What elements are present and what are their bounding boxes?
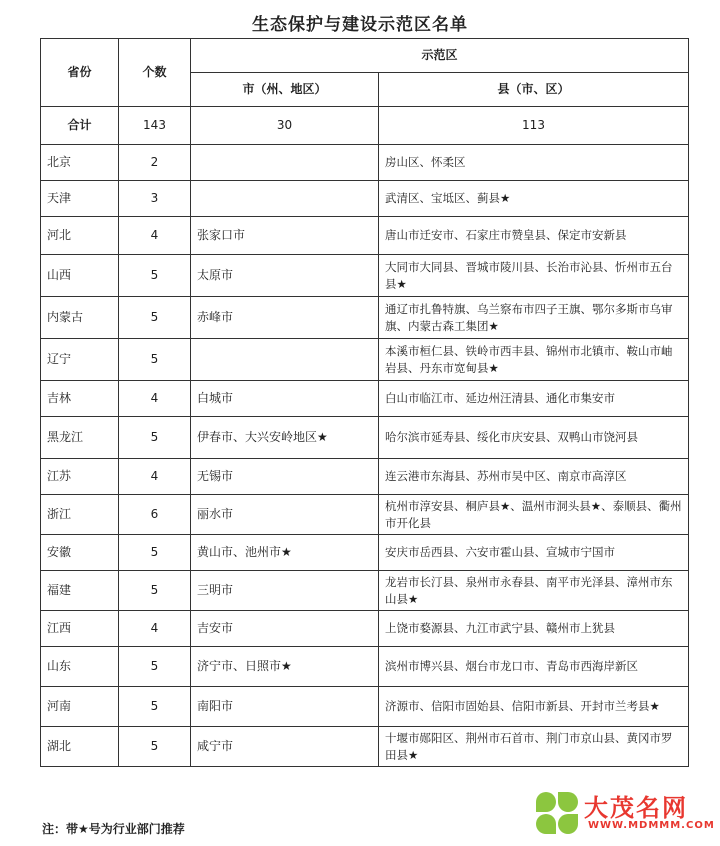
city-column-header: 市（州、地区）: [191, 73, 379, 107]
county-cell: 本溪市桓仁县、铁岭市西丰县、锦州市北镇市、鞍山市岫岩县、丹东市宽甸县★: [379, 339, 689, 381]
table-row: [41, 611, 689, 647]
county-cell: 大同市大同县、晋城市陵川县、长治市沁县、忻州市五台县★: [379, 255, 689, 297]
province-cell: 福建: [41, 571, 119, 611]
count-cell: 5: [119, 535, 191, 571]
city-cell: 伊春市、大兴安岭地区★: [191, 417, 379, 459]
county-cell: 武清区、宝坻区、蓟县★: [379, 181, 689, 217]
county-cell: 安庆市岳西县、六安市霍山县、宣城市宁国市: [379, 535, 689, 571]
count-cell: 3: [119, 181, 191, 217]
city-cell: [191, 145, 379, 181]
province-cell: 安徽: [41, 535, 119, 571]
count-cell: 5: [119, 297, 191, 339]
count-header: 个数: [119, 39, 191, 107]
county-cell: 房山区、怀柔区: [379, 145, 689, 181]
city-cell: 咸宁市: [191, 727, 379, 767]
county-cell: 滨州市博兴县、烟台市龙口市、青岛市西海岸新区: [379, 647, 689, 687]
watermark-url: WWW.MDMMM.COM: [588, 820, 715, 831]
county-cell: 唐山市迁安市、石家庄市赞皇县、保定市安新县: [379, 217, 689, 255]
count-cell: 5: [119, 687, 191, 727]
city-cell: [191, 181, 379, 217]
city-cell: [191, 339, 379, 381]
footnote: 注：带★号为行业部门推荐: [42, 822, 185, 836]
city-cell: 张家口市: [191, 217, 379, 255]
table-row: [41, 687, 689, 727]
province-cell: 江苏: [41, 459, 119, 495]
count-cell: 5: [119, 417, 191, 459]
county-column-header: 县（市、区）: [379, 73, 689, 107]
table-row: [41, 145, 689, 181]
county-cell: 龙岩市长汀县、泉州市永春县、南平市光泽县、漳州市东山县★: [379, 571, 689, 611]
province-cell: 北京: [41, 145, 119, 181]
county-cell: 上饶市婺源县、九江市武宁县、赣州市上犹县: [379, 611, 689, 647]
count-cell: 4: [119, 611, 191, 647]
county-cell: 十堰市郧阳区、荆州市石首市、荆门市京山县、黄冈市罗田县★: [379, 727, 689, 767]
county-cell: 哈尔滨市延寿县、绥化市庆安县、双鸭山市饶河县: [379, 417, 689, 459]
city-cell: 无锡市: [191, 459, 379, 495]
clover-icon: [536, 792, 580, 836]
county-cell: 白山市临江市、延边州汪清县、通化市集安市: [379, 381, 689, 417]
province-cell: 河北: [41, 217, 119, 255]
count-cell: 5: [119, 571, 191, 611]
count-cell: 5: [119, 727, 191, 767]
table-row: [41, 181, 689, 217]
table-row: [41, 571, 689, 611]
province-header: 省份: [41, 39, 119, 107]
count-cell: 4: [119, 459, 191, 495]
province-cell: 内蒙古: [41, 297, 119, 339]
table-row: [41, 255, 689, 297]
table-row: [41, 495, 689, 535]
header-row-1: [41, 39, 689, 73]
demo-zone-table: [40, 38, 689, 767]
page-title: 生态保护与建设示范区名单: [252, 15, 468, 35]
province-cell: 吉林: [41, 381, 119, 417]
table-row: [41, 459, 689, 495]
watermark-brand: 大茂名网: [584, 793, 688, 822]
city-cell: 赤峰市: [191, 297, 379, 339]
table-row: [41, 417, 689, 459]
province-cell: 河南: [41, 687, 119, 727]
table-row: [41, 535, 689, 571]
province-cell: 浙江: [41, 495, 119, 535]
city-cell: 黄山市、池州市★: [191, 535, 379, 571]
count-cell: 6: [119, 495, 191, 535]
watermark-logo: [532, 786, 716, 842]
table-row: [41, 381, 689, 417]
total-row: [41, 107, 689, 145]
count-cell: 5: [119, 255, 191, 297]
total-cities: 30: [191, 107, 379, 145]
province-cell: 山西: [41, 255, 119, 297]
city-cell: 吉安市: [191, 611, 379, 647]
city-cell: 三明市: [191, 571, 379, 611]
city-cell: 白城市: [191, 381, 379, 417]
table-row: [41, 647, 689, 687]
province-cell: 山东: [41, 647, 119, 687]
province-cell: 江西: [41, 611, 119, 647]
count-cell: 4: [119, 381, 191, 417]
province-cell: 黑龙江: [41, 417, 119, 459]
county-cell: 济源市、信阳市固始县、信阳市新县、开封市兰考县★: [379, 687, 689, 727]
count-cell: 5: [119, 339, 191, 381]
province-cell: 湖北: [41, 727, 119, 767]
county-cell: 杭州市淳安县、桐庐县★、温州市洞头县★、泰顺县、衢州市开化县: [379, 495, 689, 535]
table-row: [41, 727, 689, 767]
city-cell: 太原市: [191, 255, 379, 297]
county-cell: 连云港市东海县、苏州市吴中区、南京市高淳区: [379, 459, 689, 495]
table-row: [41, 339, 689, 381]
count-cell: 2: [119, 145, 191, 181]
total-counties: 113: [379, 107, 689, 145]
total-label: 合计: [41, 107, 119, 145]
province-cell: 辽宁: [41, 339, 119, 381]
count-cell: 5: [119, 647, 191, 687]
province-cell: 天津: [41, 181, 119, 217]
city-cell: 南阳市: [191, 687, 379, 727]
table-row: [41, 217, 689, 255]
count-cell: 4: [119, 217, 191, 255]
county-cell: 通辽市扎鲁特旗、乌兰察布市四子王旗、鄂尔多斯市乌审旗、内蒙古森工集团★: [379, 297, 689, 339]
demo-zone-header: 示范区: [191, 39, 689, 73]
table-row: [41, 297, 689, 339]
city-cell: 丽水市: [191, 495, 379, 535]
total-count: 143: [119, 107, 191, 145]
city-cell: 济宁市、日照市★: [191, 647, 379, 687]
